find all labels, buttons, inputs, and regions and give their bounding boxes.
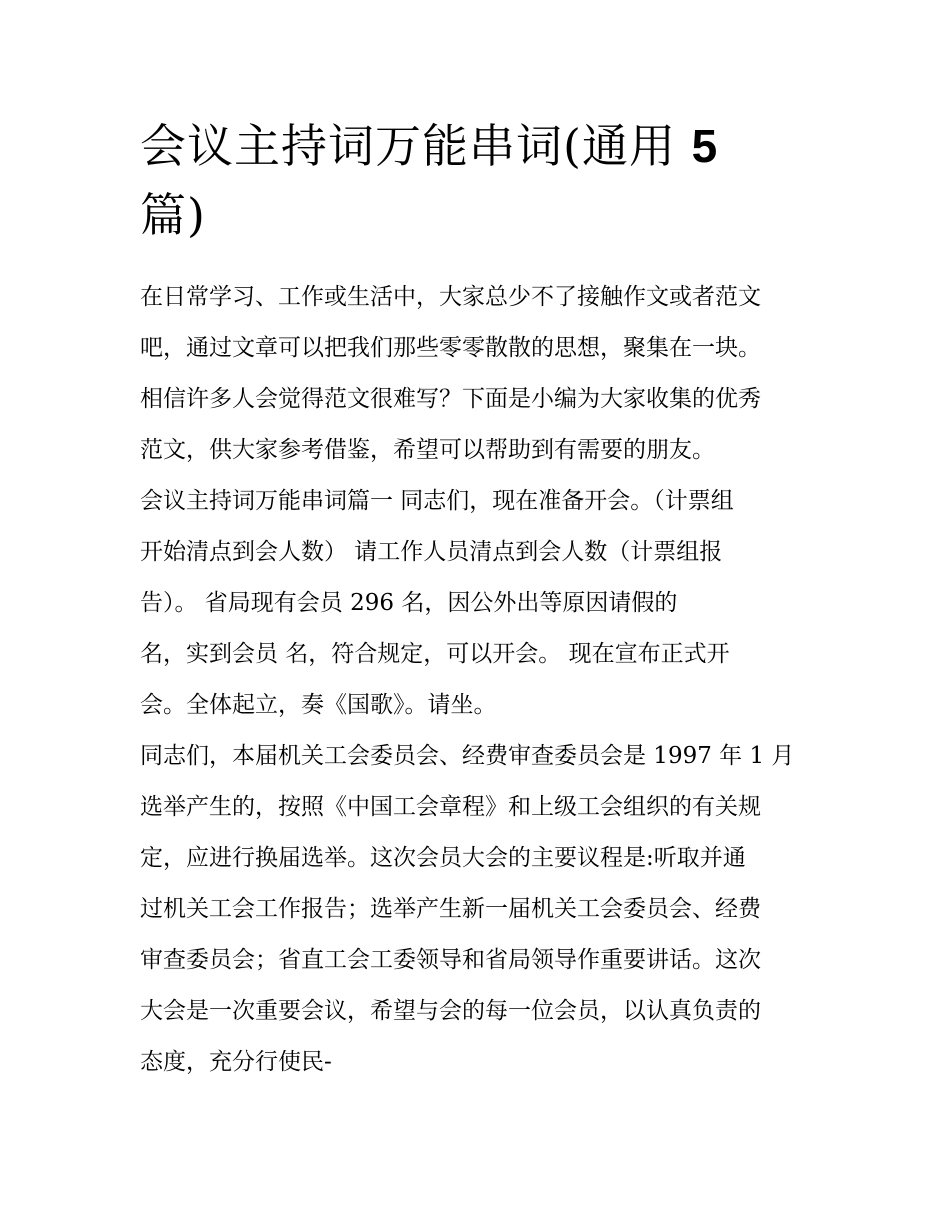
- text-line: 告）。 省局现有会员 296 名，因公外出等原因请假的: [140, 590, 678, 616]
- title-number: 5: [691, 120, 719, 172]
- text-line: 在日常学习、工作或生活中，大家总少不了接触作文或者范文: [140, 284, 761, 310]
- paragraph-agenda: [140, 731, 820, 1088]
- page-title: [140, 112, 760, 250]
- paragraph-intro: [140, 272, 820, 476]
- title-end: 篇): [140, 188, 206, 242]
- document-content: [140, 112, 820, 1088]
- text-line: 范文，供大家参考借鉴，希望可以帮助到有需要的朋友。: [140, 437, 715, 463]
- text-line: 选举产生的，按照《中国工会章程》和上级工会组织的有关规: [140, 794, 761, 820]
- text-line: 开始清点到会人数） 请工作人员清点到会人数（计票组报: [140, 539, 723, 565]
- text-line: 相信许多人会觉得范文很难写？下面是小编为大家收集的优秀: [140, 386, 761, 412]
- text-line: 会。全体起立，奏《国歌》。请坐。: [140, 692, 497, 718]
- text-line: 过机关工会工作报告；选举产生新一届机关工会委员会、经费: [140, 896, 761, 922]
- text-line: 大会是一次重要会议，希望与会的每一位会员，以认真负责的: [140, 998, 761, 1024]
- text-line: 定，应进行换届选举。这次会员大会的主要议程是:听取并通: [140, 845, 746, 871]
- text-line: 态度，充分行使民-: [140, 1049, 332, 1075]
- title-text: 会议主持词万能串词(通用: [140, 119, 676, 173]
- document-body: [140, 272, 820, 1088]
- text-line: 审查委员会；省直工会工委领导和省局领导作重要讲话。这次: [140, 947, 761, 973]
- text-line: 会议主持词万能串词篇一 同志们，现在准备开会。（计票组: [140, 488, 734, 514]
- text-line: 吧，通过文章可以把我们那些零零散散的思想，聚集在一块。: [140, 335, 761, 361]
- text-line: 名，实到会员 名，符合规定，可以开会。 现在宣布正式开: [140, 641, 730, 667]
- text-line: 同志们，本届机关工会委员会、经费审查委员会是 1997 年 1 月: [140, 743, 795, 769]
- paragraph-opening: [140, 476, 820, 731]
